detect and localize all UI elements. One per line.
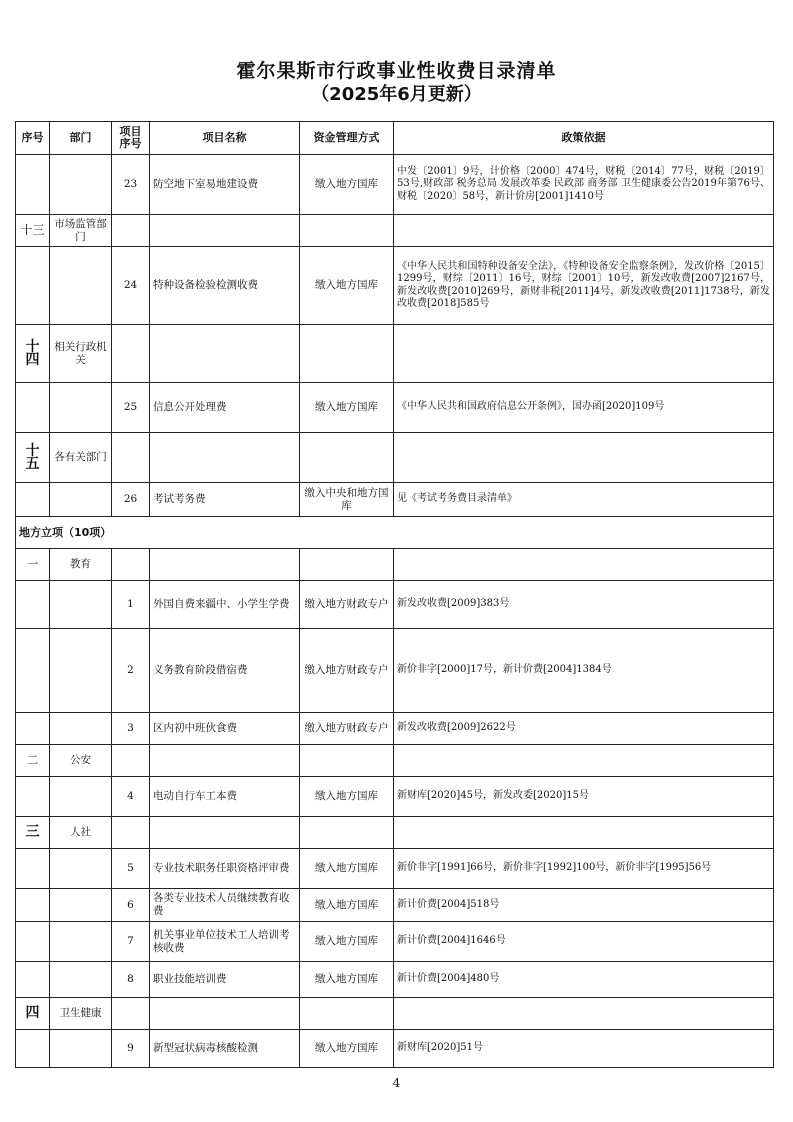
table-row — [16, 483, 774, 517]
header-item-name: 项目名称 — [150, 122, 300, 155]
item-name-cell: 专业技术职务任职资格评审费 — [150, 849, 300, 889]
item-name-cell: 各类专业技术人员继续教育收费 — [150, 889, 300, 922]
document-subtitle: （2025年6月更新） — [311, 84, 482, 105]
table-row — [16, 922, 774, 962]
table-row — [16, 713, 774, 745]
fund-management-cell: 缴入地方国库 — [300, 777, 394, 817]
seq-cell: 十四 — [16, 325, 50, 383]
department-cell — [50, 629, 112, 713]
table-row — [16, 889, 774, 922]
item-seq-cell: 25 — [112, 383, 150, 433]
item-seq-cell — [112, 325, 150, 383]
department-row — [16, 433, 774, 483]
item-seq-cell: 5 — [112, 849, 150, 889]
item-name-cell — [150, 215, 300, 247]
fund-management-cell: 缴入地方国库 — [300, 247, 394, 325]
item-seq-cell: 1 — [112, 581, 150, 629]
department-cell — [50, 922, 112, 962]
seq-cell: 一 — [16, 549, 50, 581]
item-seq-cell: 6 — [112, 889, 150, 922]
item-name-cell — [150, 325, 300, 383]
department-row — [16, 745, 774, 777]
seq-cell — [16, 922, 50, 962]
fund-management-cell — [300, 215, 394, 247]
seq-cell — [16, 483, 50, 517]
policy-basis-cell: 新财库[2020]45号，新发改委[2020]15号 — [394, 777, 774, 817]
item-name-cell: 考试考务费 — [150, 483, 300, 517]
fund-management-cell: 缴入地方国库 — [300, 922, 394, 962]
fund-management-cell: 缴入地方财政专户 — [300, 713, 394, 745]
policy-basis-cell: 新计价费[2004]518号 — [394, 889, 774, 922]
section-title-cell: 地方立项（10项） — [16, 517, 774, 549]
seq-cell — [16, 629, 50, 713]
fund-management-cell: 缴入地方国库 — [300, 383, 394, 433]
seq-cell — [16, 713, 50, 745]
item-seq-cell: 23 — [112, 155, 150, 215]
fee-catalog-table — [15, 121, 774, 1068]
table-row — [16, 581, 774, 629]
department-cell — [50, 962, 112, 998]
department-row — [16, 215, 774, 247]
department-cell — [50, 777, 112, 817]
item-name-cell: 电动自行车工本费 — [150, 777, 300, 817]
department-cell — [50, 483, 112, 517]
fund-management-cell — [300, 433, 394, 483]
item-seq-cell — [112, 998, 150, 1030]
policy-basis-cell — [394, 817, 774, 849]
department-row — [16, 549, 774, 581]
item-name-cell: 外国自费来疆中、小学生学费 — [150, 581, 300, 629]
item-seq-cell: 24 — [112, 247, 150, 325]
seq-cell — [16, 581, 50, 629]
item-seq-cell: 3 — [112, 713, 150, 745]
seq-cell — [16, 155, 50, 215]
policy-basis-cell — [394, 745, 774, 777]
seq-cell — [16, 889, 50, 922]
item-seq-cell: 9 — [112, 1030, 150, 1068]
seq-cell — [16, 383, 50, 433]
seq-cell — [16, 849, 50, 889]
department-cell — [50, 1030, 112, 1068]
policy-basis-cell: 见《考试考务费目录清单》 — [394, 483, 774, 517]
table-header-row — [16, 122, 774, 155]
table-row — [16, 247, 774, 325]
seq-cell — [16, 1030, 50, 1068]
table-body — [16, 155, 774, 1068]
seq-cell: 二 — [16, 745, 50, 777]
fund-management-cell — [300, 745, 394, 777]
policy-basis-cell: 新计价费[2004]1646号 — [394, 922, 774, 962]
seq-cell: 三 — [16, 817, 50, 849]
item-name-cell — [150, 549, 300, 581]
department-cell: 教育 — [50, 549, 112, 581]
department-cell: 各有关部门 — [50, 433, 112, 483]
policy-basis-cell: 新发改收费[2009]2622号 — [394, 713, 774, 745]
department-cell — [50, 849, 112, 889]
policy-basis-cell: 新发改收费[2009]383号 — [394, 581, 774, 629]
department-row — [16, 998, 774, 1030]
table-row — [16, 155, 774, 215]
section-row — [16, 517, 774, 549]
policy-basis-cell — [394, 549, 774, 581]
table-row — [16, 777, 774, 817]
policy-basis-cell — [394, 998, 774, 1030]
policy-basis-cell — [394, 215, 774, 247]
header-policy-basis: 政策依据 — [394, 122, 774, 155]
fund-management-cell — [300, 817, 394, 849]
item-name-cell: 信息公开处理费 — [150, 383, 300, 433]
fund-management-cell: 缴入地方国库 — [300, 889, 394, 922]
header-seq: 序号 — [16, 122, 50, 155]
seq-cell: 十三 — [16, 215, 50, 247]
policy-basis-cell: 《中华人民共和国政府信息公开条例》，国办函[2020]109号 — [394, 383, 774, 433]
department-cell — [50, 247, 112, 325]
item-seq-cell — [112, 817, 150, 849]
item-name-cell: 防空地下室易地建设费 — [150, 155, 300, 215]
item-name-cell — [150, 745, 300, 777]
item-name-cell: 义务教育阶段借宿费 — [150, 629, 300, 713]
fund-management-cell: 缴入地方国库 — [300, 1030, 394, 1068]
item-name-cell: 机关事业单位技术工人培训考核收费 — [150, 922, 300, 962]
table-row — [16, 383, 774, 433]
department-row — [16, 817, 774, 849]
item-name-cell: 职业技能培训费 — [150, 962, 300, 998]
header-item-seq: 项目 序号 — [112, 122, 150, 155]
item-seq-cell: 2 — [112, 629, 150, 713]
department-cell — [50, 155, 112, 215]
fund-management-cell — [300, 325, 394, 383]
item-name-cell: 新型冠状病毒核酸检测 — [150, 1030, 300, 1068]
header-department: 部门 — [50, 122, 112, 155]
policy-basis-cell: 新价非字[1991]66号，新价非字[1992]100号，新价非字[1995]56号 — [394, 849, 774, 889]
policy-basis-cell: 中发〔2001〕9号，计价格〔2000〕474号，财税〔2014〕77号，财税〔2019〕53号,财政部 税务总局 发展改革委 民政部 商务部 卫生健康委公告2019年第76号、财税〔2020〕58号，新计价房[2001]1410号 — [394, 155, 774, 215]
seq-cell — [16, 247, 50, 325]
table-row — [16, 849, 774, 889]
item-seq-cell: 4 — [112, 777, 150, 817]
department-cell: 卫生健康 — [50, 998, 112, 1030]
document-title: 霍尔果斯市行政事业性收费目录清单 — [236, 60, 557, 82]
fund-management-cell: 缴入地方财政专户 — [300, 581, 394, 629]
seq-cell — [16, 962, 50, 998]
table-row — [16, 1030, 774, 1068]
item-seq-cell — [112, 549, 150, 581]
table-row — [16, 962, 774, 998]
item-name-cell — [150, 433, 300, 483]
item-name-cell: 区内初中班伙食费 — [150, 713, 300, 745]
item-seq-cell — [112, 745, 150, 777]
policy-basis-cell: 新财库[2020]51号 — [394, 1030, 774, 1068]
department-cell: 市场监管部门 — [50, 215, 112, 247]
policy-basis-cell: 《中华人民共和国特种设备安全法》，《特种设备安全监察条例》，发改价格〔2015〕1299号，财综〔2011〕16号，财综〔2001〕10号，新发改收费[2007]2167号，新发改收费[2010]269号，新财非税[2011]4号，新发改收费[2011]1738号，新发改收费[2018]585号 — [394, 247, 774, 325]
policy-basis-cell: 新计价费[2004]480号 — [394, 962, 774, 998]
department-cell: 公安 — [50, 745, 112, 777]
item-seq-cell: 8 — [112, 962, 150, 998]
page-number: 4 — [392, 1076, 401, 1090]
fund-management-cell: 缴入地方国库 — [300, 962, 394, 998]
seq-cell: 十五 — [16, 433, 50, 483]
policy-basis-cell: 新价非字[2000]17号，新计价费[2004]1384号 — [394, 629, 774, 713]
policy-basis-cell — [394, 325, 774, 383]
fund-management-cell: 缴入中央和地方国库 — [300, 483, 394, 517]
table-row — [16, 629, 774, 713]
fund-management-cell — [300, 549, 394, 581]
department-cell — [50, 383, 112, 433]
item-seq-cell — [112, 215, 150, 247]
policy-basis-cell — [394, 433, 774, 483]
header-fund-management: 资金管理方式 — [300, 122, 394, 155]
fund-management-cell — [300, 998, 394, 1030]
seq-cell: 四 — [16, 998, 50, 1030]
item-name-cell: 特种设备检验检测收费 — [150, 247, 300, 325]
fund-management-cell: 缴入地方国库 — [300, 849, 394, 889]
department-cell: 相关行政机关 — [50, 325, 112, 383]
item-name-cell — [150, 817, 300, 849]
department-cell — [50, 889, 112, 922]
item-seq-cell — [112, 433, 150, 483]
department-cell — [50, 581, 112, 629]
item-seq-cell: 26 — [112, 483, 150, 517]
item-seq-cell: 7 — [112, 922, 150, 962]
seq-cell — [16, 777, 50, 817]
fund-management-cell: 缴入地方国库 — [300, 155, 394, 215]
item-name-cell — [150, 998, 300, 1030]
department-row — [16, 325, 774, 383]
department-cell — [50, 713, 112, 745]
fund-management-cell: 缴入地方财政专户 — [300, 629, 394, 713]
department-cell: 人社 — [50, 817, 112, 849]
